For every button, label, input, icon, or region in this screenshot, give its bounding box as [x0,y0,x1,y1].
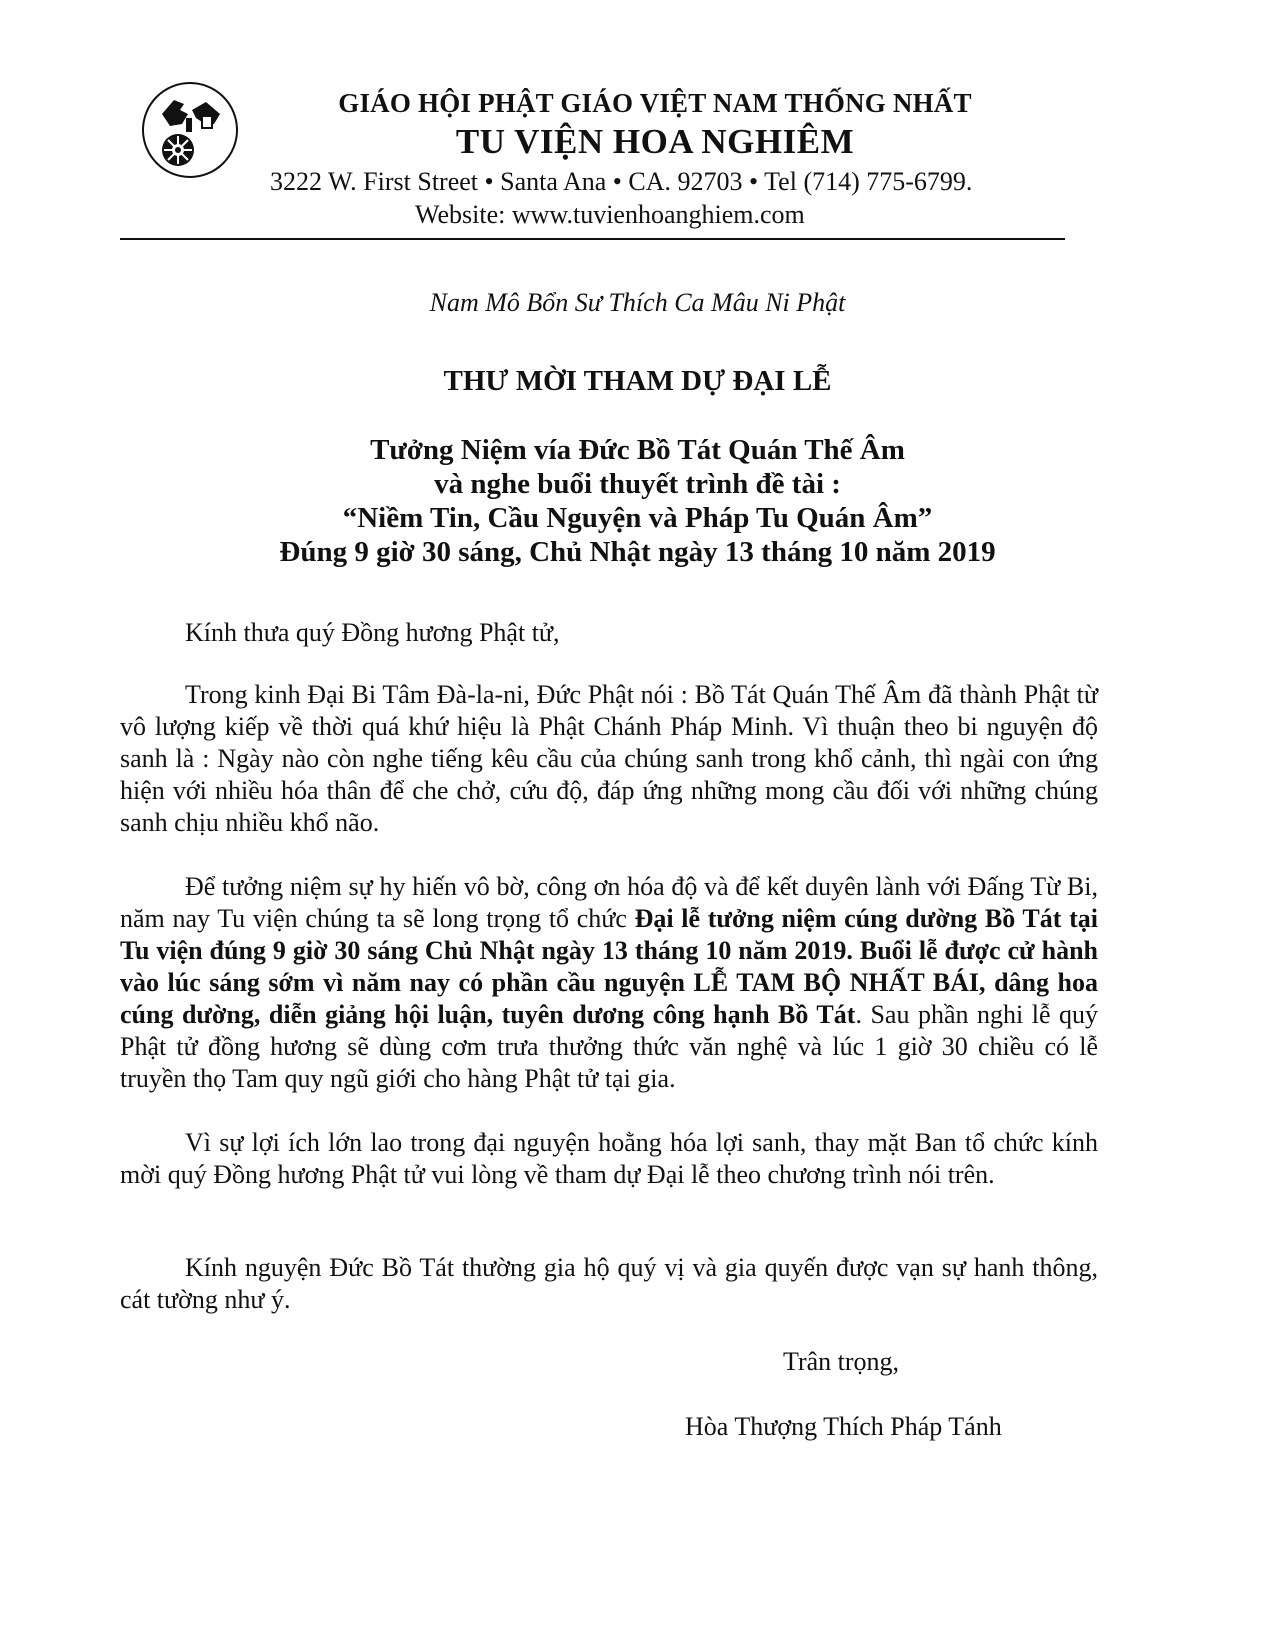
letterhead [0,0,1275,245]
paragraph-2-start: Để tưởng niệm sự hy hiến vô bờ, công ơn hóa độ và để kết duyên lành với Đấng Từ Bi, năm nay Tu viện chúng ta sẽ long trọng tổ chức [120,872,1098,933]
closing: Trân trọng, [783,1347,900,1376]
signature: Hòa Thượng Thích Pháp Tánh [685,1412,1002,1441]
paragraph-2-end: . Sau phần nghi lễ quý Phật tử đồng hương sẽ dùng cơm trưa thưởng thức văn nghệ và lúc 1 giờ 30 chiều có lễ truyền thọ Tam quy ngũ giới cho hàng Phật tử tại gia. [120,1000,1098,1093]
salutation: Kính thưa quý Đồng hương Phật tử, [185,618,560,647]
address-line: 3222 W. First Street • Santa Ana • CA. 92703 • Tel (714) 775-6799. [270,167,973,196]
event-line-1: Tưởng Niệm vía Đức Bồ Tát Quán Thế Âm [370,434,905,466]
paragraph-2 [120,871,1098,1095]
invocation: Nam Mô Bổn Sư Thích Ca Mâu Ni Phật [429,288,846,317]
organization-name: GIÁO HỘI PHẬT GIÁO VIỆT NAM THỐNG NHẤT [338,88,972,118]
website-line: Website: www.tuvienhoanghiem.com [415,200,805,229]
paragraph-1: Trong kinh Đại Bi Tâm Đà-la-ni, Đức Phật nói : Bồ Tát Quán Thế Âm đã thành Phật từ vô lượng kiếp về thời quá khứ hiệu là Phật Chánh Pháp Minh. Vì thuận theo bi nguyện độ sanh là : Ngày nào còn nghe tiếng kêu cầu của chúng sanh trong khổ cảnh, thì ngài con ứng hiện với nhiều hóa thân để che chở, cứu độ, đáp ứng những mong cầu đối với những chúng sanh chịu nhiều khổ não. [120,680,1098,837]
event-datetime: Đúng 9 giờ 30 sáng, Chủ Nhật ngày 13 tháng 10 năm 2019 [279,536,996,568]
event-line-2: và nghe buổi thuyết trình đề tài : [434,468,841,500]
letter-title: THƯ MỜI THAM DỰ ĐẠI LỄ [443,365,832,397]
event-details [0,433,1275,569]
event-topic: “Niềm Tin, Cầu Nguyện và Pháp Tu Quán Âm” [342,502,933,534]
dharma-wheel-logo-icon [140,80,240,180]
paragraph-4: Kính nguyện Đức Bồ Tát thường gia hộ quý vị và gia quyến được vạn sự hanh thông, cát tường như ý. [120,1253,1098,1314]
monastery-name: TU VIỆN HOA NGHIÊM [455,122,855,161]
paragraph-2-bold: Đại lễ tưởng niệm cúng dường Bồ Tát tại Tu viện đúng 9 giờ 30 sáng Chủ Nhật ngày 13 tháng 10 năm 2019. Buổi lễ được cử hành vào lúc sáng sớm vì năm nay có phần cầu nguyện LỄ TAM BỘ NHẤT BÁI, dâng hoa cúng dường, diễn giảng hội luận, tuyên dương công hạnh Bồ Tát [120,904,1098,1029]
paragraph-3: Vì sự lợi ích lớn lao trong đại nguyện hoằng hóa lợi sanh, thay mặt Ban tổ chức kính mời quý Đồng hương Phật tử vui lòng về tham dự Đại lễ theo chương trình nói trên. [120,1128,1098,1189]
header-divider [120,238,1065,240]
